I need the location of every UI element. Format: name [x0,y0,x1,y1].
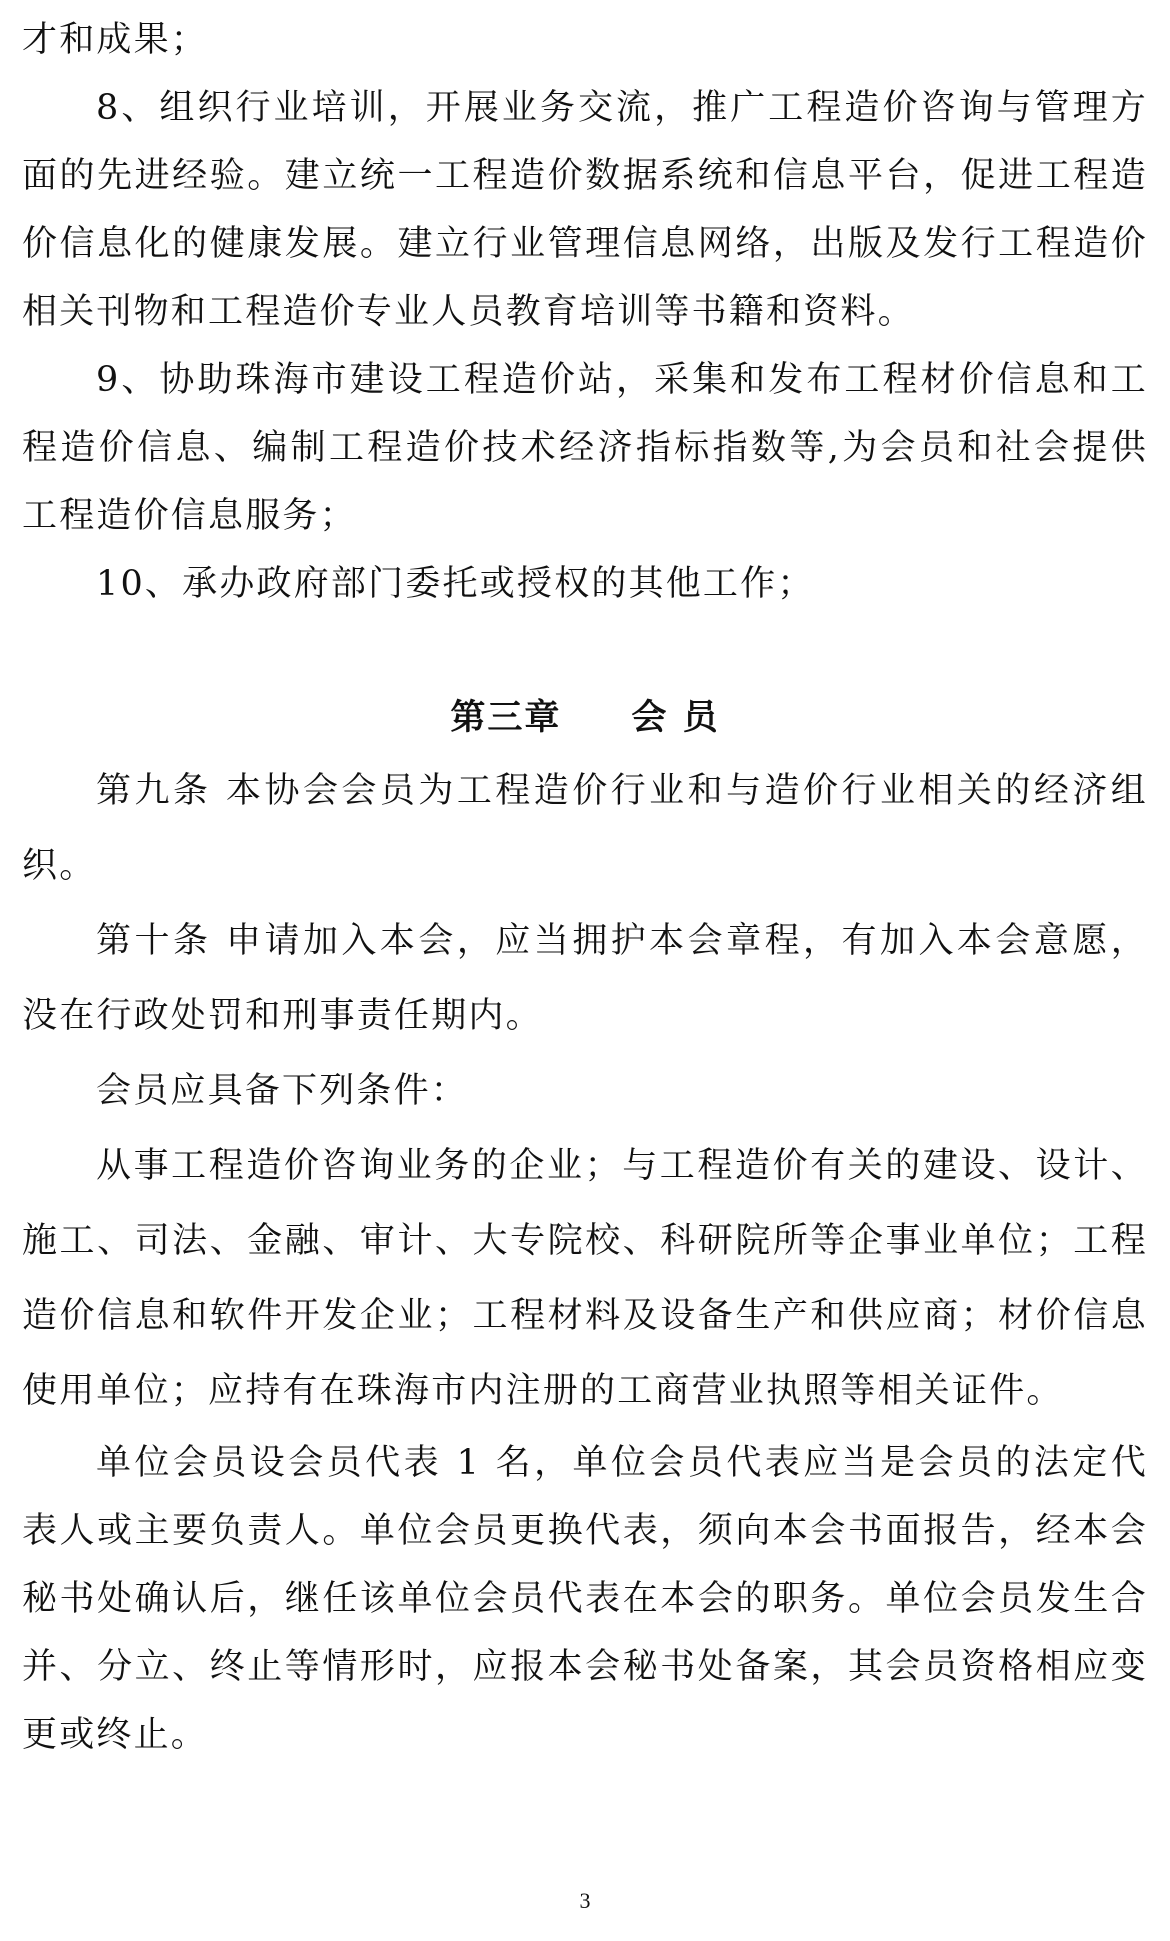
member-representative-paragraph: 单位会员设会员代表 1 名，单位会员代表应当是会员的法定代表人或主要负责人。单位会员更换代表，须向本会书面报告，经本会秘书处确认后，继任该单位会员代表在本会的职务。单位会员发生合并、分立、终止等情形时，应报本会秘书处备案，其会员资格相应变更或终止。 [22,1443,1148,1755]
paragraph-item-10: 10、承办政府部门委托或授权的其他工作； [96,564,815,604]
page-number: 3 [579,1888,591,1913]
paragraph-item-9: 9、协助珠海市建设工程造价站，采集和发布工程材价信息和工程造价信息、编制工程造价技术经济指标指数等,为会员和社会提供工程造价信息服务； [22,360,1148,536]
paragraph-item-8: 8、组织行业培训，开展业务交流，推广工程造价咨询与管理方面的先进经验。建立统一工程造价数据系统和信息平台，促进工程造价信息化的健康发展。建立行业管理信息网络，出版及发行工程造价相关刊物和工程造价专业人员教育培训等书籍和资料。 [22,88,1148,332]
document-page [0,6,1170,1941]
article-9: 第九条 本协会会员为工程造价行业和与造价行业相关的经济组织。 [22,771,1148,886]
membership-conditions: 从事工程造价咨询业务的企业；与工程造价有关的建设、设计、施工、司法、金融、审计、大专院校、科研院所等企事业单位；工程造价信息和软件开发企业；工程材料及设备生产和供应商；材价信息使用单位；应持有在珠海市内注册的工商营业执照等相关证件。 [22,1146,1148,1411]
article-10: 第十条 申请加入本会，应当拥护本会章程，有加入本会意愿，没在行政处罚和刑事责任期内。 [22,921,1148,1036]
membership-conditions-intro: 会员应具备下列条件： [96,1071,469,1111]
chapter-title: 会 员 [631,697,720,738]
paragraph-continuation: 才和成果； [22,20,209,60]
chapter-heading [22,682,1148,754]
chapter-number: 第三章 [450,697,562,738]
